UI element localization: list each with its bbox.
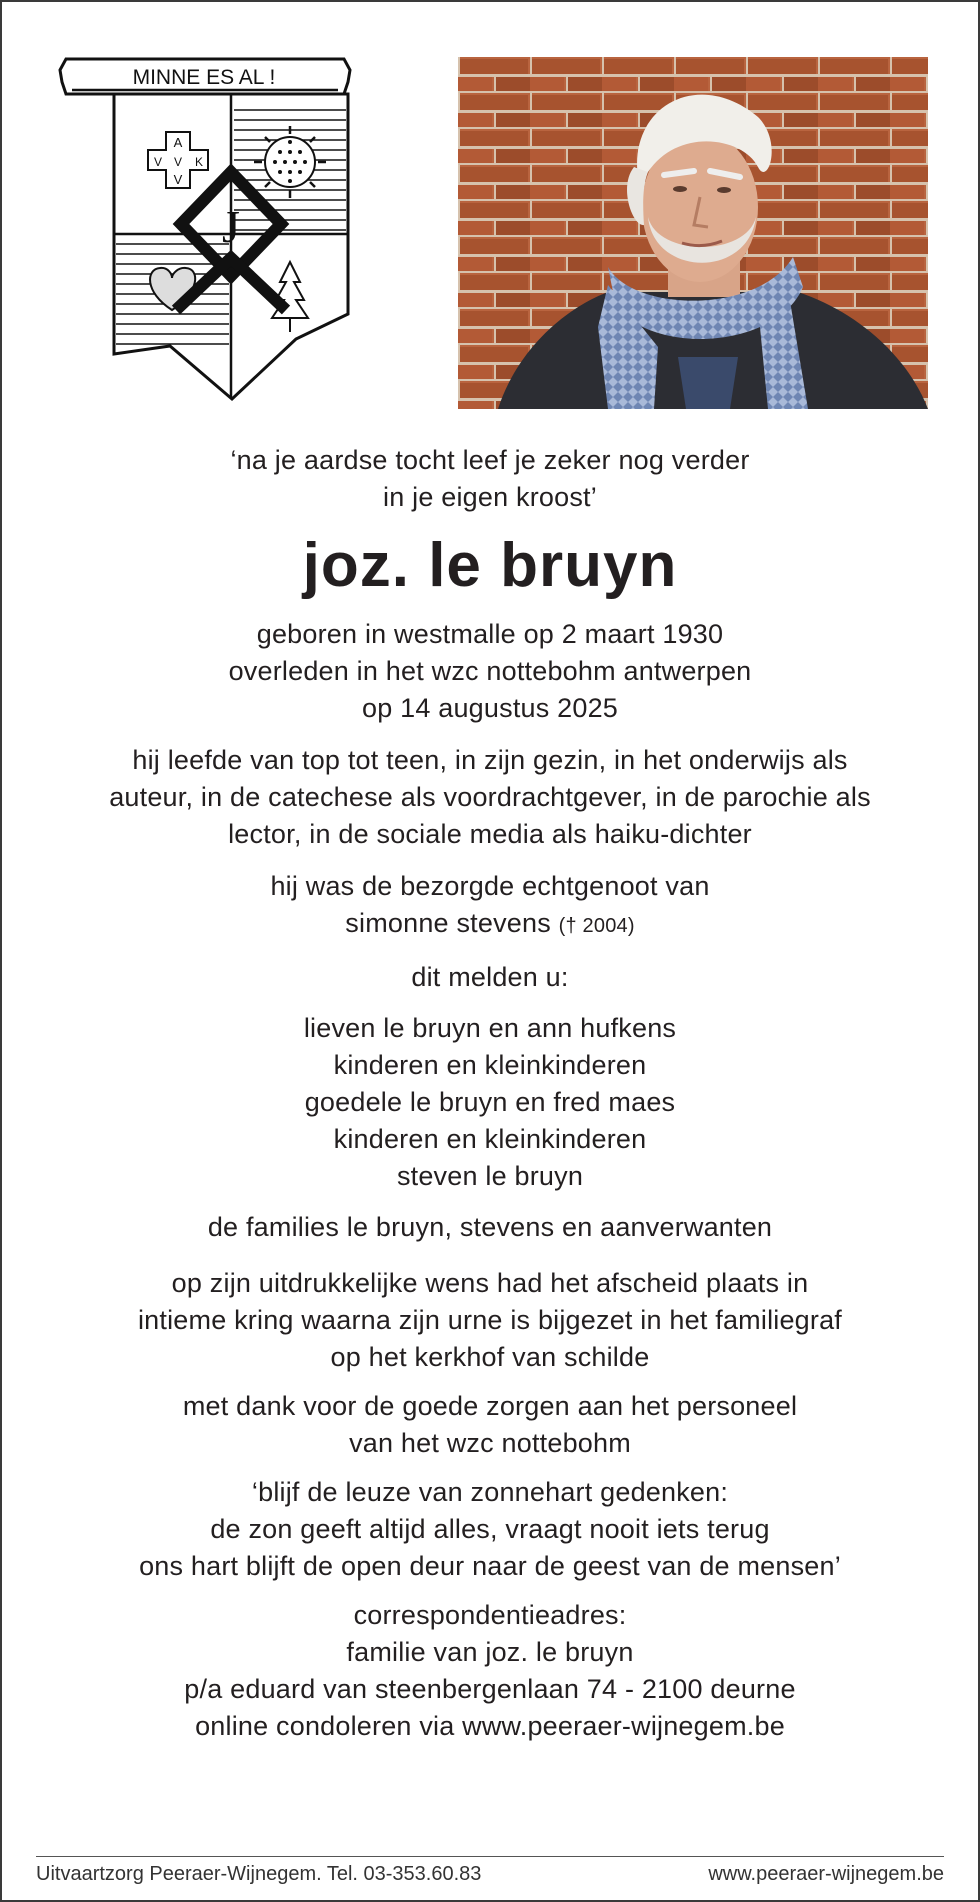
portrait-photo (458, 57, 928, 409)
text-line: ‘blijf de leuze van zonnehart gedenken: (251, 1477, 729, 1507)
text-line: op 14 augustus 2025 (361, 693, 618, 723)
text-line: in je eigen kroost’ (383, 482, 597, 512)
text-line: ‘na je aardse tocht leef je zeker nog verder (230, 445, 750, 475)
spouse-name: simonne stevens (345, 908, 551, 938)
text-line: van het wzc nottebohm (349, 1428, 631, 1458)
family-crest-logo (54, 54, 414, 410)
svg-text:V: V (153, 155, 163, 169)
opening-quote (2, 442, 978, 516)
svg-text:J: J (222, 201, 240, 252)
family-list (2, 1010, 978, 1195)
text-line: ons hart blijft de open deur naar de geest van de mensen’ (139, 1551, 841, 1581)
text-line: hij was de bezorgde echtgenoot van (270, 871, 710, 901)
life-dates (2, 616, 978, 727)
text-line: op zijn uitdrukkelijke wens had het afscheid plaats in (171, 1268, 809, 1298)
list-item: kinderen en kleinkinderen (333, 1124, 647, 1154)
text-line: familie van joz. le bruyn (346, 1637, 634, 1667)
biography (2, 742, 978, 853)
funeral-home-contact: Uitvaartzorg Peeraer-Wijnegem. Tel. 03-353.60.83 (36, 1863, 482, 1885)
text-line: auteur, in de catechese als voordrachtgever, in de parochie als (109, 782, 871, 812)
svg-text:V: V (173, 172, 183, 187)
text-line: correspondentieadres: (353, 1600, 627, 1630)
text-line: geboren in westmalle op 2 maart 1930 (256, 619, 724, 649)
funeral-home-website-link[interactable]: www.peeraer-wijnegem.be (708, 1863, 944, 1885)
text-line: de zon geeft altijd alles, vraagt nooit iets terug (210, 1514, 770, 1544)
correspondence-address (2, 1597, 978, 1745)
farewell-info (2, 1265, 978, 1376)
text-line: op het kerkhof van schilde (330, 1342, 650, 1372)
list-item: lieven le bruyn en ann hufkens (303, 1013, 677, 1043)
thanks (2, 1388, 978, 1462)
svg-text:A: A (173, 135, 183, 150)
text-line: met dank voor de goede zorgen aan het personeel (182, 1391, 798, 1421)
spouse-info (2, 868, 978, 945)
list-item: goedele le bruyn en fred maes (304, 1087, 676, 1117)
deceased-name: joz. le bruyn (302, 531, 678, 600)
closing-quote (2, 1474, 978, 1585)
text-line: lector, in de sociale media als haiku-dichter (228, 819, 752, 849)
text-line: hij leefde van top tot teen, in zijn gezin, in het onderwijs als (132, 745, 848, 775)
notice-body (2, 442, 978, 1745)
announce-label: dit melden u: (411, 962, 569, 992)
families-line: de families le bruyn, stevens en aanverwanten (207, 1212, 773, 1242)
spouse-death-year: († 2004) (558, 915, 635, 937)
spouse-line (2, 905, 978, 945)
text-line: intieme kring waarna zijn urne is bijgezet in het familiegraf (137, 1305, 843, 1335)
list-item: kinderen en kleinkinderen (333, 1050, 647, 1080)
footer (36, 1856, 944, 1885)
svg-text:V: V (173, 155, 183, 169)
text-line: p/a eduard van steenbergenlaan 74 - 2100 deurne (184, 1674, 796, 1704)
list-item: steven le bruyn (396, 1161, 584, 1191)
condolence-link[interactable]: online condoleren via www.peeraer-wijnegem.be (195, 1711, 785, 1741)
text-line: overleden in het wzc nottebohm antwerpen (228, 656, 752, 686)
crest-motto: MINNE ES AL ! (132, 66, 276, 89)
svg-text:K: K (194, 155, 204, 169)
